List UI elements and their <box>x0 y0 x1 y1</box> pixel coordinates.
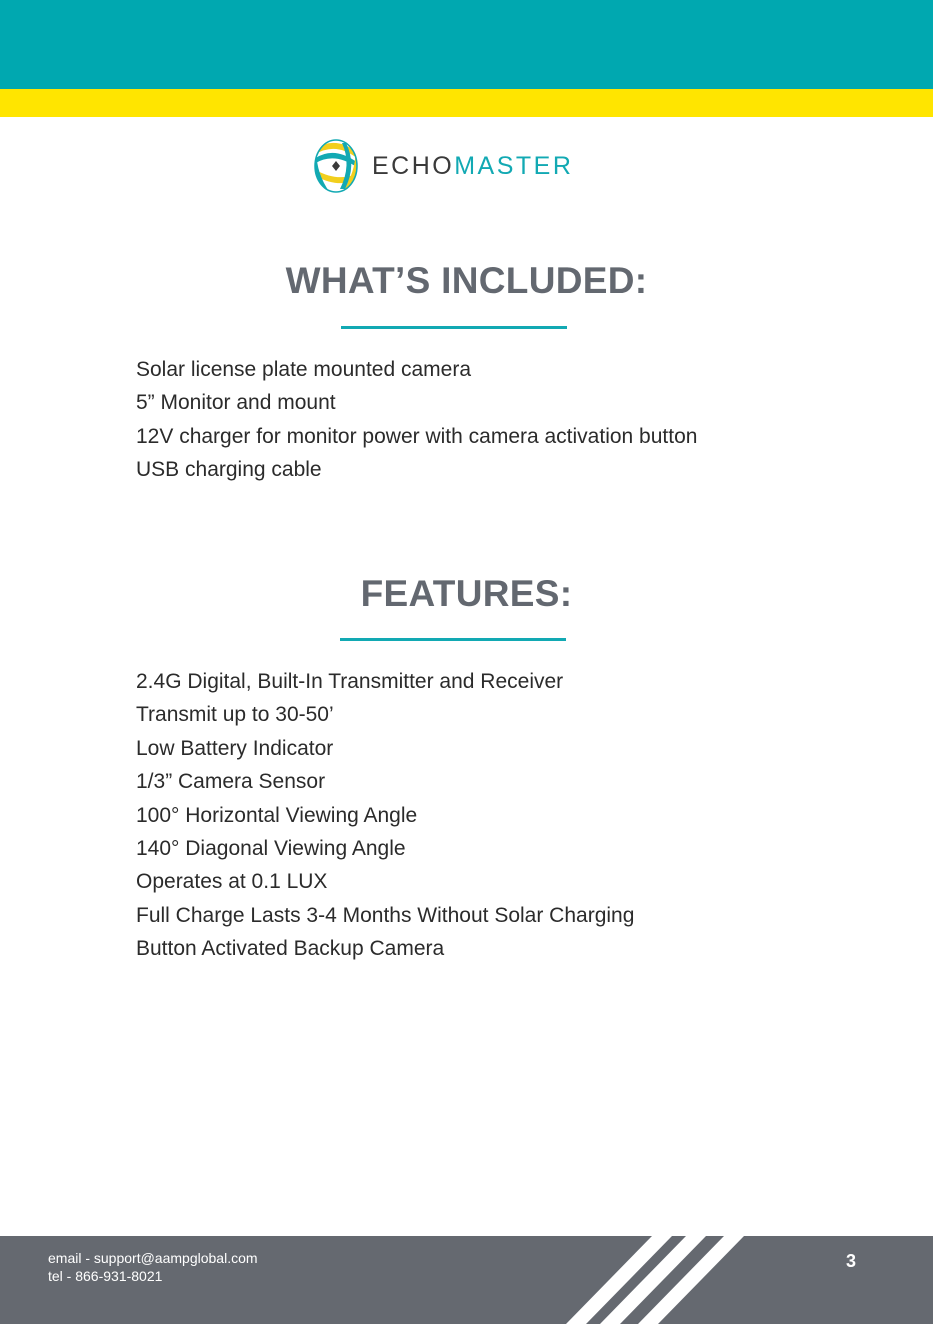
included-list <box>136 353 697 487</box>
features-heading: FEATURES: <box>360 573 573 614</box>
wordmark-master: MASTER <box>454 151 574 180</box>
list-item: 100° Horizontal Viewing Angle <box>136 803 418 827</box>
footer-bar <box>0 1236 933 1324</box>
list-item: Button Activated Backup Camera <box>136 937 445 961</box>
echomaster-swirl-logo-icon <box>312 135 360 197</box>
footer-tel: tel - 866-931-8021 <box>48 1268 163 1284</box>
list-item: Low Battery Indicator <box>136 736 334 760</box>
list-item: Solar license plate mounted camera <box>136 358 472 381</box>
echomaster-wordmark <box>372 152 573 181</box>
list-item: 1/3” Camera Sensor <box>136 770 326 794</box>
footer-contact <box>48 1249 258 1285</box>
page-number: 3 <box>846 1251 857 1271</box>
features-list <box>136 665 634 966</box>
header-yellow-band <box>0 89 933 117</box>
footer-email: email - support@aampglobal.com <box>48 1250 258 1266</box>
list-item: 2.4G Digital, Built-In Transmitter and Receiver <box>136 670 564 693</box>
whats-included-heading: WHAT’S INCLUDED: <box>285 260 648 301</box>
list-item: 5” Monitor and mount <box>136 391 336 415</box>
header-teal-band <box>0 0 933 89</box>
list-item: Full Charge Lasts 3-4 Months Without Solar Charging <box>136 903 635 927</box>
list-item: Operates at 0.1 LUX <box>136 870 328 894</box>
list-item: USB charging cable <box>136 458 322 482</box>
list-item: Transmit up to 30-50’ <box>136 703 334 727</box>
wordmark-echo: ECHO <box>372 151 455 180</box>
list-item: 12V charger for monitor power with camera activation button <box>136 424 698 448</box>
features-underline <box>340 638 566 641</box>
list-item: 140° Diagonal Viewing Angle <box>136 837 406 861</box>
whats-included-underline <box>341 326 567 329</box>
echomaster-logo <box>312 134 632 198</box>
